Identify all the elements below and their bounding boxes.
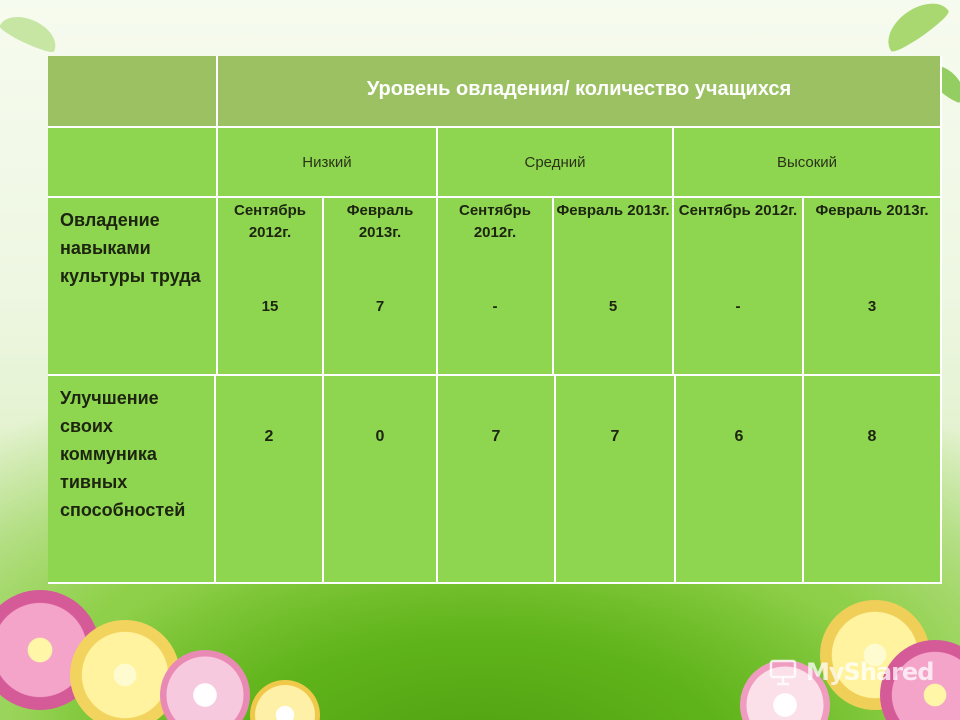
flower-decoration: [250, 680, 320, 720]
leaf-decoration: [878, 0, 951, 56]
level-medium: Средний: [524, 154, 586, 171]
table-cell: [556, 376, 676, 584]
corner-cell: [48, 56, 218, 128]
period-label: Сентябрь 2012г.: [459, 202, 531, 241]
row-label-work-culture: Овладение навыками культуры труда: [60, 210, 201, 286]
period-label: Февраль 2013г.: [346, 202, 414, 241]
period-label: Февраль 2013г.: [815, 202, 929, 219]
period-label: Сентябрь 2012г.: [234, 202, 306, 241]
cell-value: 6: [734, 428, 744, 445]
table-cell: [216, 376, 324, 584]
period-label: Февраль 2013г.: [556, 202, 670, 219]
level-low-cell: [218, 128, 438, 198]
level-high: Высокий: [776, 154, 838, 171]
row-label-communication: Улучшение своих коммуника тивных способностей: [60, 388, 186, 520]
cell-value: 3: [867, 298, 877, 315]
table-cell: [324, 376, 438, 584]
row-label-cell: [48, 376, 216, 584]
table-cell: [438, 198, 554, 376]
level-low: Низкий: [302, 154, 352, 171]
table-cell: [218, 198, 324, 376]
cell-value: 7: [491, 428, 501, 445]
table-cell: [676, 376, 804, 584]
cell-value: 0: [375, 428, 385, 445]
table-title: Уровень овладения/ количество учащихся: [366, 78, 792, 100]
table-cell: [554, 198, 674, 376]
cell-value: -: [735, 298, 741, 315]
results-table: [48, 56, 942, 584]
table-cell: [804, 376, 942, 584]
cell-value: 2: [264, 428, 274, 445]
cell-value: 7: [610, 428, 620, 445]
table-title-cell: [218, 56, 942, 128]
period-label: Сентябрь 2012г.: [678, 202, 798, 219]
level-medium-cell: [438, 128, 674, 198]
cell-value: 5: [608, 298, 618, 315]
table-cell: [674, 198, 804, 376]
cell-value: 7: [375, 298, 385, 315]
level-high-cell: [674, 128, 942, 198]
watermark-text: MyShared: [806, 658, 934, 686]
cell-value: 15: [261, 298, 279, 315]
presentation-icon: [768, 658, 798, 686]
cell-value: 8: [867, 428, 877, 445]
leaf-decoration: [0, 8, 62, 55]
table-cell: [804, 198, 942, 376]
level-corner-cell: [48, 128, 218, 198]
table-cell: [324, 198, 438, 376]
row-label-cell: [48, 198, 218, 376]
table-cell: [438, 376, 556, 584]
cell-value: -: [492, 298, 498, 315]
watermark-logo: [768, 656, 934, 692]
